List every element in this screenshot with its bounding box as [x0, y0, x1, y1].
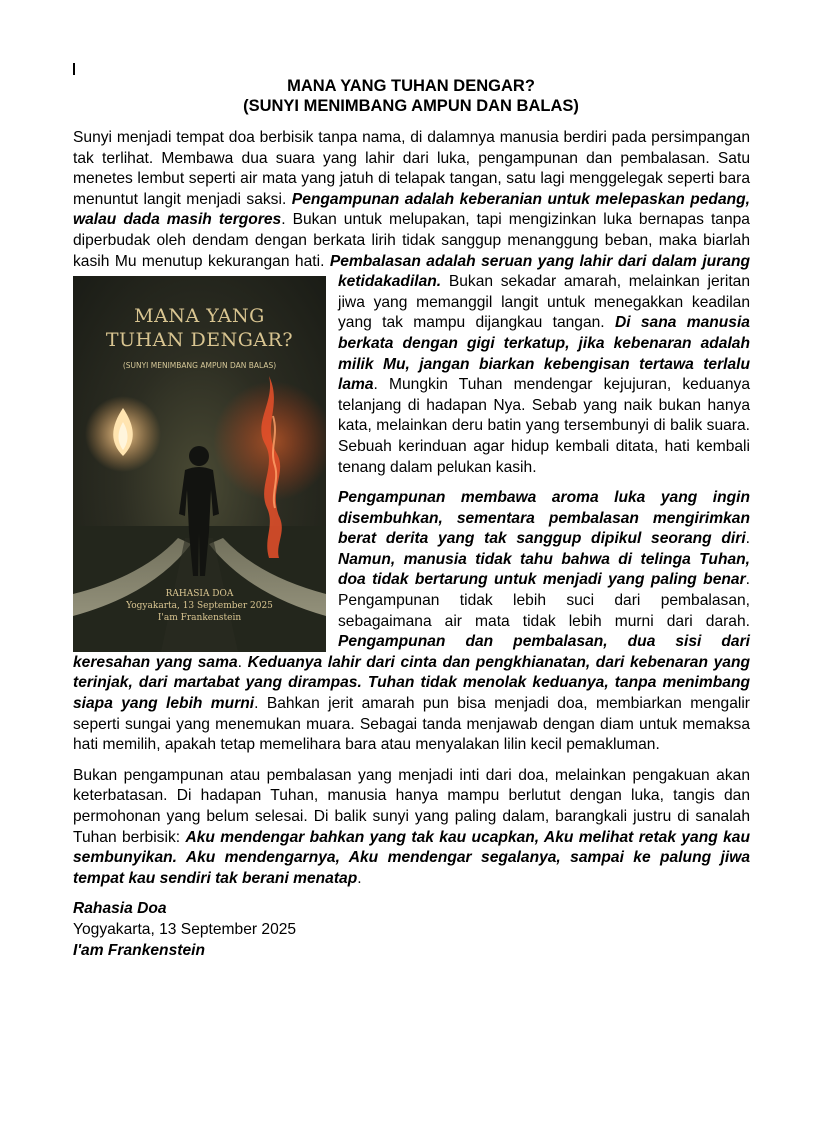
p3-text-1: Bukan pengampunan atau pembalasan yang menjadi inti dari doa, melainkan pengakuan akan keterbatasan. Di hadapan Tuhan, manusia hanya mampu berlutut dengan luka, tangis dan permohonan yang belum selesai. Di balik sunyi yang paling dalam, barangkali justru di sanalah Tuhan berbisik: [73, 766, 750, 846]
p2-emphasis-4: Keduanya lahir dari cinta dan pengkhianatan, dari kebenaran yang terinjak, dari martabat yang dirampas. Tuhan tidak menolak keduanya, tanpa menimbang siapa yang lebih murni [73, 653, 750, 713]
p2-text-4: . Bahkan jerit amarah pun bisa menjadi doa, membiarkan mengalir seperti sungai yang menemukan muara. Sebagai tanda menjawab dengan diam untuk memaksa hati memilih, apakah tetap memelihara bara atau menyalakan lilin kecil pemakluman. [73, 695, 750, 754]
title-line-2: (SUNYI MENIMBANG AMPUN DAN BALAS) [243, 97, 579, 115]
document-title [73, 76, 749, 116]
p2-emphasis-1: Pengampunan membawa aroma luka yang ingin disembuhkan, sementara pembalasan mengirimkan berat derita yang tak sanggup dipikul seorang diri [338, 489, 750, 548]
text-cursor [73, 63, 75, 75]
p2-text-3: . [237, 653, 248, 671]
p1-emphasis-2: Pembalasan adalah seruan yang lahir dari dalam jurang ketidakadilan. [329, 252, 750, 291]
cover-footer-line-3: I'am Frankenstein [157, 613, 242, 624]
p3-emphasis-1: Aku mendengar bahkan yang tak kau ucapkan, Aku melihat retak yang kau sembunyikan. Aku mendengarnya, Aku mendengar segalanya, sampai ke palung jiwa tempat kau sendiri tak berani menatap [73, 828, 750, 887]
cover-subtitle: (SUNYI MENIMBANG AMPUN DAN BALAS) [122, 361, 277, 371]
signature-place-date: Yogyakarta, 13 September 2025 [73, 920, 297, 938]
p3-text-2: . [357, 869, 362, 887]
p1-emphasis-3: Di sana manusia berkata dengan gigi terkatup, jika kebenaran adalah milik Mu, jangan biarkan kebengisan tertawa terlalu lama [338, 314, 750, 394]
p1-text-4: . Mungkin Tuhan mendengar kejujuran, keduanya telanjang di hadapan Nya. Sebab yang naik bukan hanya kata, melainkan deru batin yang tersembunyi di balik suara. Sebuah kerinduan agar hidup kembali ditata, hati kembali tenang dalam pelukan kasih. [338, 376, 750, 476]
document-body [73, 128, 750, 961]
p2-text-2: . Pengampunan tidak lebih suci dari pembalasan, sebagaimana air mata tidak lebih murni dari darah. [338, 571, 750, 630]
p2-emphasis-3: Pengampunan dan pembalasan, dua sisi dari keresahan yang sama [73, 633, 750, 671]
paragraph-3 [73, 766, 750, 890]
cover-title-line-2: TUHAN DENGAR? [105, 329, 294, 352]
p1-emphasis-1: Pengampunan adalah keberanian untuk melepaskan pedang, walau dada masih tergores [73, 190, 750, 229]
p1-text-2: . Bukan untuk melupakan, tapi mengizinkan luka bernapas tanpa diperbudak oleh dendam dengan berkata lirih tidak sanggup menanggung beban, maka biarlah kasih Mu menutup kekurangan hati. [73, 211, 750, 270]
cover-image [73, 276, 326, 652]
signature-author: I'am Frankenstein [73, 941, 205, 959]
p1-text-3: Bukan sekadar amarah, melainkan jeritan jiwa yang memanggil langit untuk menegakkan keadilan yang tak mampu dijangkau tangan. [338, 273, 750, 332]
p2-text-1: . [745, 530, 750, 548]
signature-name: Rahasia Doa [73, 900, 167, 918]
cover-title-line-1: MANA YANG [134, 305, 265, 328]
cover-footer-line-1: RAHASIA DOA [165, 589, 234, 600]
title-line-1: MANA YANG TUHAN DENGAR? [287, 77, 535, 95]
p1-text-1: Sunyi menjadi tempat doa berbisik tanpa nama, di dalamnya manusia berdiri pada persimpangan tak terlihat. Membawa dua suara yang lahir dari luka, pengampunan dan pembalasan. Satu menetes lembut seperti air mata yang jatuh di telapak tangan, satu lagi menggelegak seperti bara menuntut langit menjadi saksi. [73, 129, 750, 208]
cover-footer-line-2: Yogyakarta, 13 September 2025 [126, 601, 273, 612]
p2-emphasis-2: Namun, manusia tidak tahu bahwa di telinga Tuhan, doa tidak bertarung untuk menjadi yang paling benar [338, 550, 750, 589]
